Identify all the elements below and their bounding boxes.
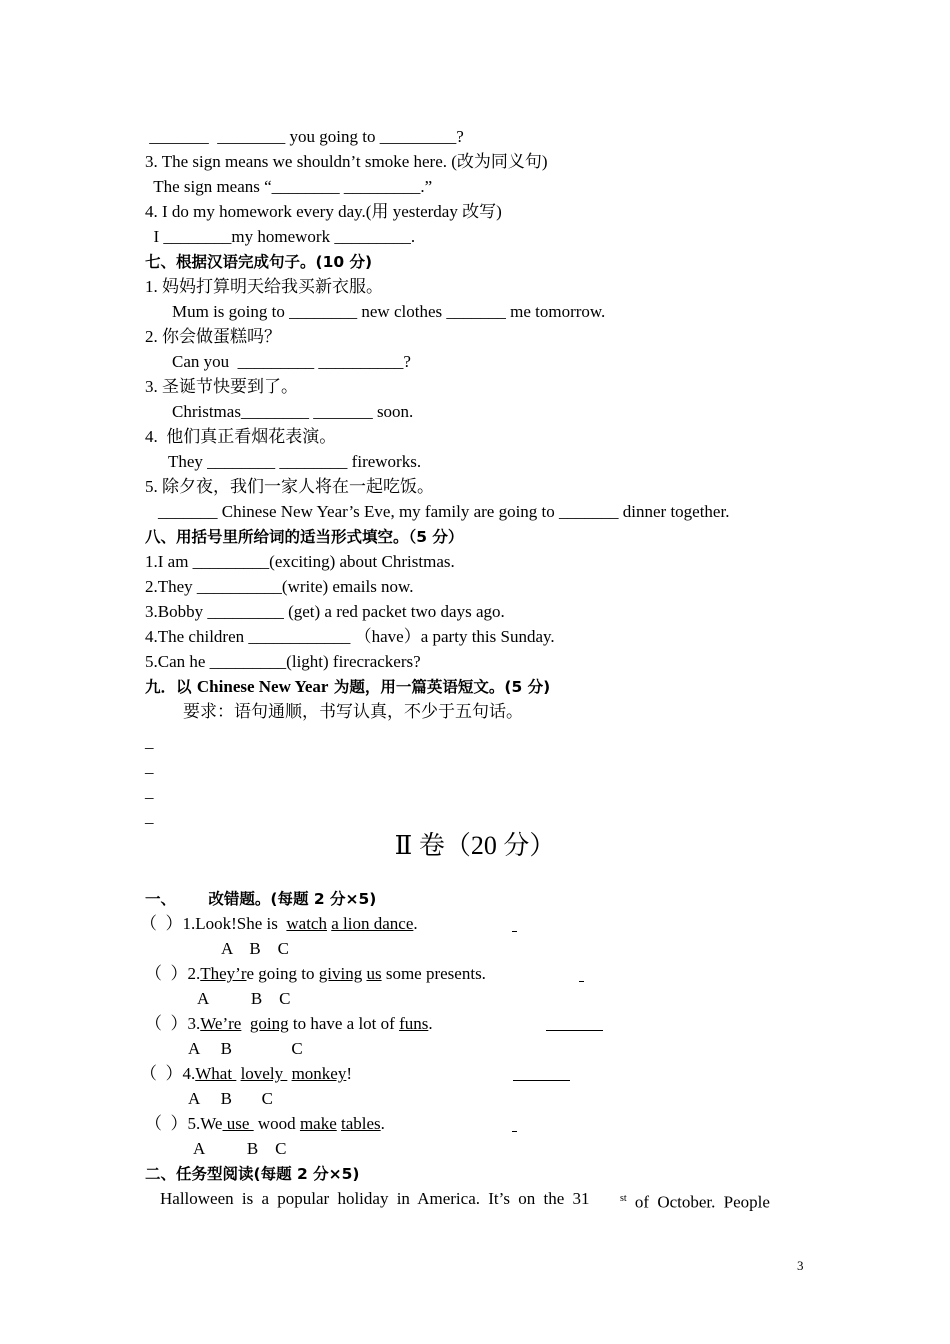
option-a: We’re — [200, 1014, 242, 1033]
part7-q2: 2. 你会做蛋糕吗？ — [145, 327, 281, 346]
item-text: some presents. — [381, 964, 486, 983]
item-number: 2. — [187, 964, 201, 983]
item-text: Look!She is — [195, 914, 287, 933]
error-item-5 — [145, 1113, 385, 1135]
item-text: . — [428, 1014, 433, 1033]
part8-q5: 5.Can he _________(light) firecrackers? — [145, 652, 421, 671]
option-a: They’r — [200, 964, 247, 983]
part7-q5: 5. 除夕夜，我们一家人将在一起吃饭。 — [145, 477, 434, 496]
error-item-3 — [145, 1013, 433, 1035]
option-a: use — [222, 1114, 254, 1133]
part7-a2: Can you _________ __________? — [172, 352, 411, 371]
answer-paren[interactable]: （ ） — [145, 1014, 188, 1033]
item-text: ! — [346, 1064, 353, 1083]
part9-title-pre: 九．以 — [145, 678, 197, 696]
part7-q3: 3. 圣诞节快要到了。 — [145, 377, 298, 396]
item-text: We — [200, 1114, 223, 1133]
answer-paren[interactable]: （ ） — [145, 1114, 188, 1133]
option-c: funs — [399, 1014, 429, 1033]
correction-blank-5[interactable] — [512, 1131, 517, 1132]
part7-a4: They ________ ________ fireworks. — [168, 452, 422, 471]
reading-text-end: of October. People — [626, 1192, 770, 1212]
option-b: going — [249, 1014, 289, 1033]
part8-q3: 3.Bobby _________ (get) a red packet two days ago. — [145, 602, 505, 621]
ordinal-suffix: st — [620, 1193, 627, 1204]
correction-blank-2[interactable] — [579, 981, 584, 982]
part7-a1: Mum is going to ________ new clothes _______ me tomorrow. — [172, 302, 606, 321]
option-letters-4: A B C — [188, 1089, 274, 1108]
item-text: e going to — [246, 964, 319, 983]
writing-line-2[interactable]: _ — [145, 757, 154, 776]
option-letters-5: A B C — [193, 1139, 287, 1158]
item-number: 4. — [182, 1064, 196, 1083]
answer-paren[interactable]: （ ） — [145, 964, 188, 983]
option-c: us — [366, 964, 382, 983]
part8-q2: 2.They __________(write) emails now. — [145, 577, 414, 596]
option-letters-3: A B C — [188, 1039, 303, 1058]
item-text: . — [413, 914, 418, 933]
writing-line-4[interactable]: _ — [145, 807, 154, 826]
error-correction-title: 一、 改错题。(每题 2 分×5) — [145, 890, 377, 908]
part6-question-4: 4. I do my homework every day.(用 yesterday 改写) — [145, 202, 502, 221]
option-b: giving — [318, 964, 363, 983]
task-reading-title: 二、任务型阅读(每题 2 分×5) — [145, 1165, 360, 1183]
item-number: 1. — [182, 914, 196, 933]
part7-title: 七、根据汉语完成句子。(10 分) — [145, 253, 373, 271]
part7-a5: _______ Chinese New Year’s Eve, my family are going to _______ dinner together. — [158, 502, 730, 521]
part6-answer-4: I ________my homework _________. — [145, 227, 416, 246]
part9-requirement: 要求：语句通顺，书写认真，不少于五句话。 — [183, 702, 523, 721]
item-number: 5. — [187, 1114, 201, 1133]
error-item-1 — [140, 913, 418, 935]
option-a: What — [195, 1064, 237, 1083]
option-c: monkey — [291, 1064, 347, 1083]
part6-question-3: 3. The sign means we shouldn’t smoke here. (改为同义句) — [145, 152, 548, 171]
item-number: 3. — [187, 1014, 201, 1033]
option-a: watch — [286, 914, 327, 933]
part7-q4: 4. 他们真正看烟花表演。 — [145, 427, 337, 446]
answer-paren[interactable]: （ ） — [140, 914, 183, 933]
writing-line-3[interactable]: _ — [145, 782, 154, 801]
reading-text: Halloween is a popular holiday in America. It’s on the 31 — [160, 1189, 590, 1208]
part6-line-1: _______ ________ you going to _________? — [145, 127, 464, 146]
option-c: tables — [341, 1114, 381, 1133]
reading-passage-end — [620, 1188, 770, 1214]
option-letters-1: A B C — [221, 939, 290, 958]
error-item-4 — [140, 1063, 352, 1085]
correction-blank-3[interactable] — [546, 1030, 603, 1031]
part9-title-post: 为题，用一篇英语短文。(5 分) — [328, 678, 551, 696]
page-number: 3 — [797, 1258, 804, 1273]
item-text: . — [380, 1114, 385, 1133]
part9-title-topic: Chinese New Year — [196, 677, 329, 696]
error-item-2 — [145, 963, 486, 985]
correction-blank-4[interactable] — [513, 1080, 570, 1081]
item-text — [241, 1014, 250, 1033]
part8-title: 八、用括号里所给词的适当形式填空。（5 分） — [145, 528, 464, 546]
volume-2-title: Ⅱ 卷（20 分） — [394, 831, 556, 860]
part9-title — [145, 676, 550, 698]
item-text: to have a lot of — [288, 1014, 400, 1033]
option-b: lovely — [240, 1064, 288, 1083]
option-b: make — [299, 1114, 337, 1133]
writing-line-1[interactable]: _ — [145, 732, 154, 751]
part8-q1: 1.I am _________(exciting) about Christmas. — [145, 552, 455, 571]
option-letters-2: A B C — [197, 989, 291, 1008]
item-text: wood — [253, 1114, 300, 1133]
part6-answer-3: The sign means “________ _________.” — [145, 177, 433, 196]
part7-a3: Christmas________ _______ soon. — [172, 402, 414, 421]
option-b: a lion dance — [331, 914, 414, 933]
correction-blank-1[interactable] — [512, 931, 517, 932]
part8-q4: 4.The children ____________ （have）a party this Sunday. — [145, 627, 555, 646]
answer-paren[interactable]: （ ） — [140, 1064, 183, 1083]
part7-q1: 1. 妈妈打算明天给我买新衣服。 — [145, 277, 383, 296]
